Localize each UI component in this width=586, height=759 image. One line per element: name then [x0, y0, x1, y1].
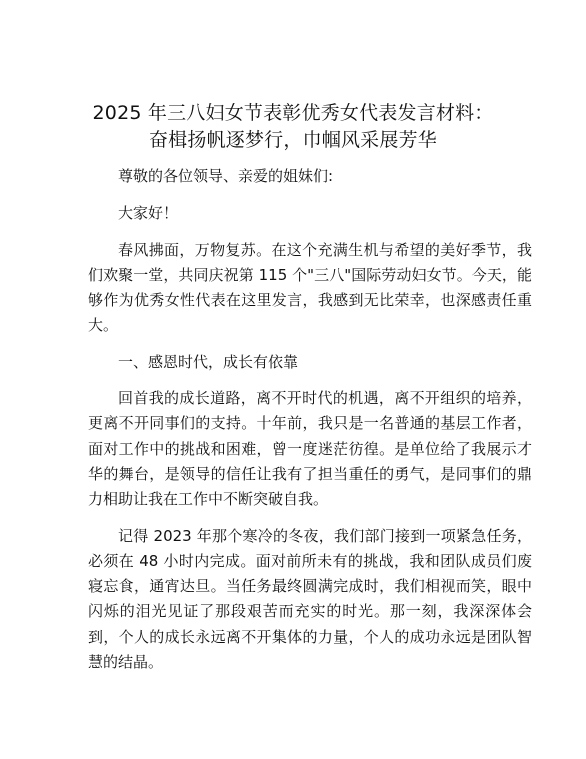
section-heading-1: 一、感恩时代，成长有依靠	[118, 352, 299, 371]
document-title	[60, 100, 526, 154]
document-body	[88, 164, 532, 686]
paragraph-winter-night: 记得 2023 年那个寒冷的冬夜，我们部门接到一项紧急任务，必须在 48 小时内完成。面对前所未有的挑战，我和团队成员们废寝忘食，通宵达旦。当任务最终圆满完成时，我们相视而笑，眼中闪烁的泪光见证了那段艰苦而充实的时光。那一刻，我深深体会到，个人的成长永远离不开集体的力量，个人的成功永远是团队智慧的结晶。	[88, 526, 532, 672]
title-line-2: 奋楫扬帆逐梦行，巾帼风采展芳华	[148, 129, 437, 151]
paragraph-growth: 回首我的成长道路，离不开时代的机遇，离不开组织的培养，更离不开同事们的支持。十年前，我只是一名普通的基层工作者，面对工作中的挑战和困难，曾一度迷茫彷徨。是单位给了我展示才华的舞台，是领导的信任让我有了担当重任的勇气，是同事们的鼎力相助让我在工作中不断突破自我。	[88, 389, 532, 509]
paragraph-intro: 春风拂面，万物复苏。在这个充满生机与希望的美好季节，我们欢聚一堂，共同庆祝第 115 个"三八"国际劳动妇女节。今天，能够作为优秀女性代表在这里发言，我感到无比荣幸，也深感责任重大。	[88, 240, 532, 335]
greeting: 大家好！	[118, 204, 179, 223]
title-line-1: 2025 年三八妇女节表彰优秀女代表发言材料：	[92, 102, 494, 124]
salutation: 尊敬的各位领导、亲爱的姐妹们:	[118, 167, 334, 185]
